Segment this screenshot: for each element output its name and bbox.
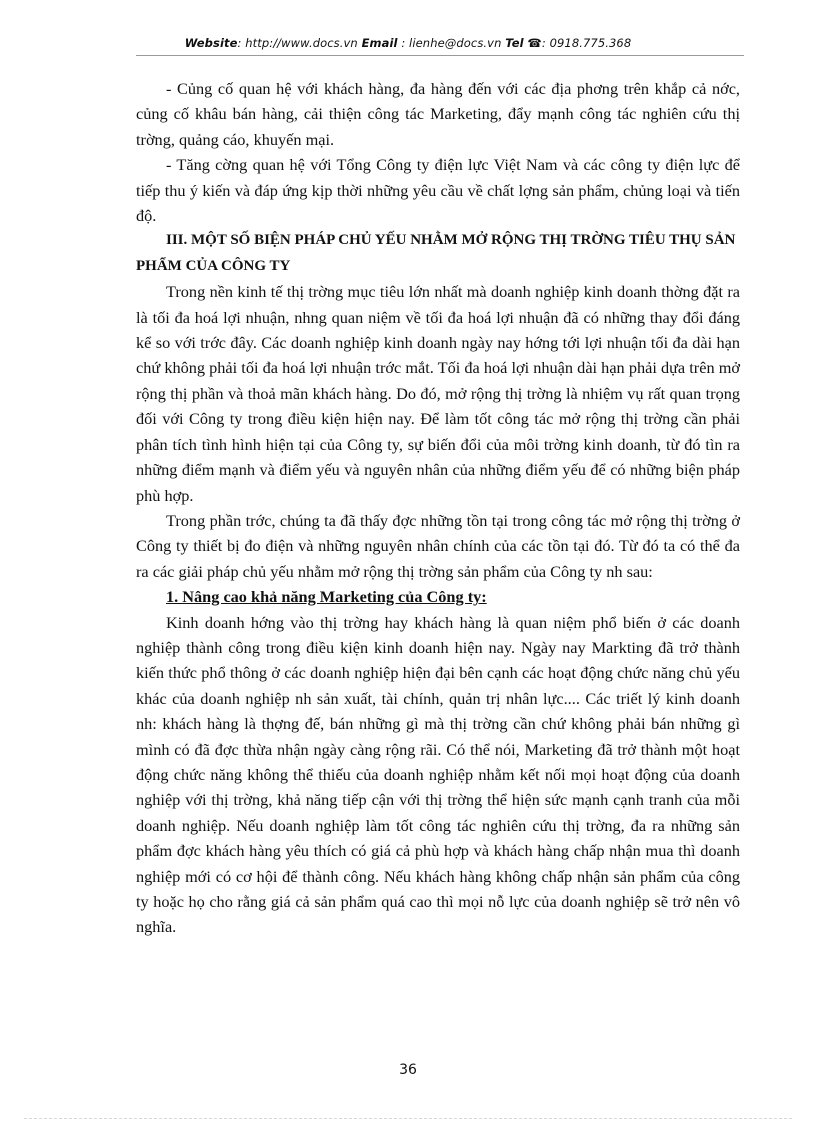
- paragraph-previous-section: Trong phần trớc, chúng ta đã thấy đợc những tồn tại trong công tác mở rộng thị trờng ở Công ty thiết bị đo điện và những nguyên nhân chính của các tồn tại đó. Từ đó ta có thể đa ra các giải pháp chủ yếu nhằm mở rộng thị trờng sản phẩm của Công ty nh sau:: [136, 510, 740, 581]
- phone-icon: ☎: [527, 36, 542, 50]
- subsection-heading: 1. Nâng cao khả năng Marketing của Công ty:: [166, 587, 487, 607]
- website-value: : http://www.docs.vn: [237, 36, 358, 50]
- page-number: 36: [399, 1062, 417, 1078]
- email-value: : lienhe@docs.vn: [401, 36, 502, 50]
- paragraph-market-economy: Trong nền kinh tế thị trờng mục tiêu lớn nhất mà doanh nghiệp kinh doanh thờng đặt ra là tối đa hoá lợi nhuận, nhng quan niệm về tối đa hoá lợi nhuận đã có những thay đổi đáng kể so với trớc đây. Các doanh nghiệp kinh doanh ngày nay hớng tới lợi nhuận tối đa dài hạn chứ không phải tối đa hoá lợi nhuận trớc mắt. Tối đa hoá lợi nhuận dài hạn phải dựa trên mở rộng thị phần và thoả mãn khách hàng. Do đó, mở rộng thị trờng là nhiệm vụ rất quan trọng đối với Công ty trong điều kiện hiện nay. Để làm tốt công tác mở rộng thị trờng cần phải phân tích tình hình hiện tại của Công ty, sự biến đổi của môi trờng kinh doanh, từ đó tìn ra những điểm mạnh và điểm yếu và nguyên nhân của những điểm yếu để có những biện pháp phù hợp.: [136, 282, 740, 505]
- tel-label: Tel: [505, 36, 524, 50]
- page-bottom-divider: [24, 1118, 792, 1119]
- section-heading: III. MỘT SỐ BIỆN PHÁP CHỦ YẾU NHẰM MỞ RỘNG THỊ TRỜNG TIÊU THỤ SẢN PHẨM CỦA CÔNG TY: [136, 232, 736, 274]
- document-body: [136, 76, 740, 940]
- page-header: [60, 36, 756, 50]
- website-label: Website: [184, 36, 238, 50]
- paragraph-customer-relations: - Củng cố quan hệ với khách hàng, đa hàng đến với các địa phơng trên khắp cả nớc, củng cố khâu bán hàng, cải thiện công tác Marketing, đẩy mạnh công tác nghiên cứu thị trờng, quảng cáo, khuyến mại.: [136, 79, 740, 149]
- email-label: Email: [361, 36, 398, 50]
- paragraph-marketing: Kinh doanh hớng vào thị trờng hay khách hàng là quan niệm phổ biến ở các doanh nghiệp thành công trong điều kiện kinh doanh hiện nay. Ngày nay Markting đã trở thành kiến thức phổ thông ở các doanh nghiệp hiện đại bên cạnh các hoạt động chức năng chủ yếu khác của doanh nghiệp nh sản xuất, tài chính, quản trị nhân lực.... Các triết lý kinh doanh nh: khách hàng là thợng đế, bán những gì mà thị trờng cần chứ không phải bán những gì mình có đã đợc thừa nhận ngày càng rộng rãi. Có thể nói, Marketing đã trở thành một hoạt động chức năng không thể thiếu của doanh nghiệp nhằm kết nối mọi hoạt động của doanh nghiệp với thị trờng, khả năng tiếp cận với thị trờng thể hiện sức mạnh cạnh tranh của mỗi doanh nghiệp. Nếu doanh nghiệp làm tốt công tác nghiên cứu thị trờng, đa ra những sản phẩm đợc khách hàng yêu thích có giá cả phù hợp và khách hàng chấp nhận mua thì doanh nghiệp mới có cơ hội để thành công. Nếu khách hàng không chấp nhận sản phẩm của công ty hoặc họ cho rằng giá cả sản phẩm quá cao thì mọi nỗ lực của doanh nghiệp sẽ trở nên vô nghĩa.: [136, 612, 740, 937]
- paragraph-evn-relations: - Tăng cờng quan hệ với Tổng Công ty điện lực Việt Nam và các công ty điện lực để tiếp thu ý kiến và đáp ứng kịp thời những yêu cầu về chất lợng sản phẩm, chủng loại và tiến độ.: [136, 155, 740, 226]
- header-divider: [136, 55, 744, 56]
- tel-value: : 0918.775.368: [541, 36, 632, 50]
